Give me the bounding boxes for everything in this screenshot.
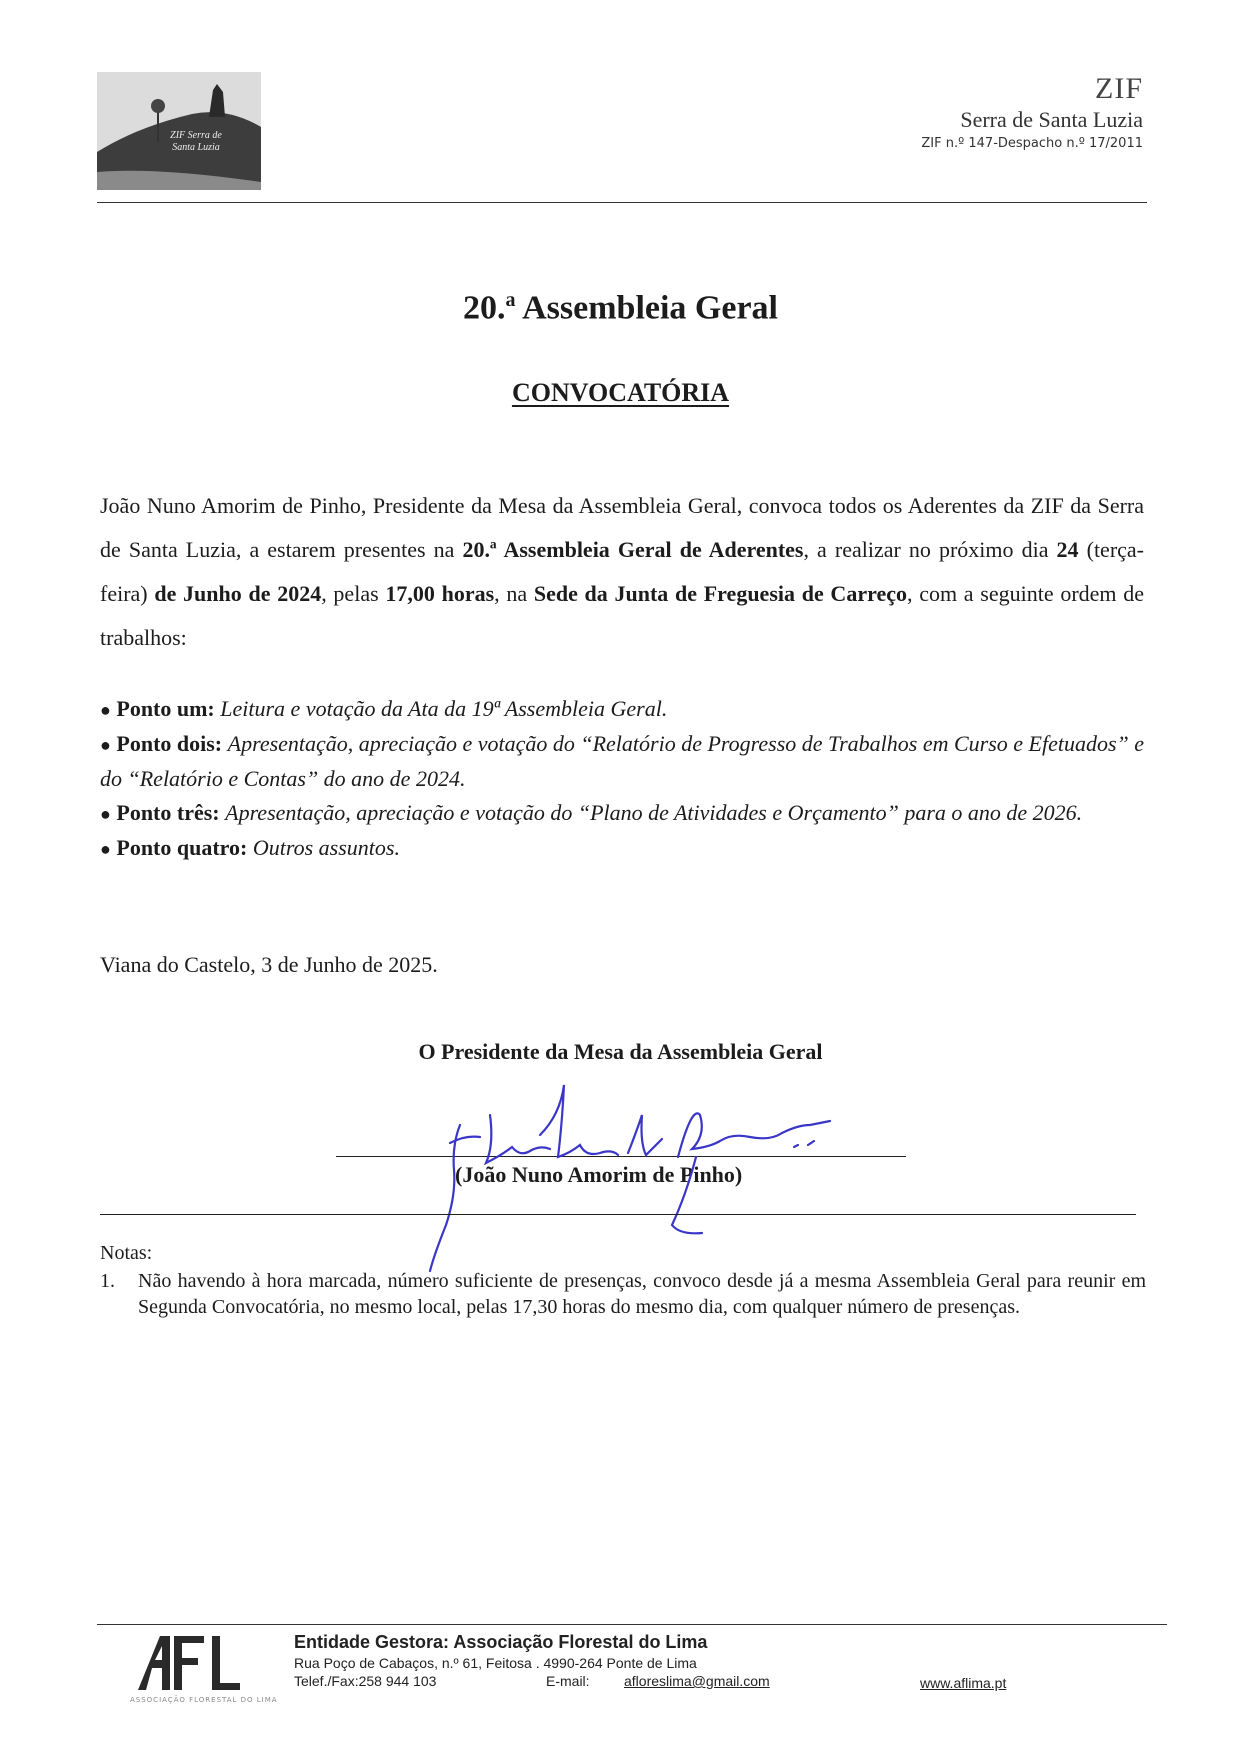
footer-contacts bbox=[294, 1672, 1054, 1690]
document-title: 20.$^a$ Assembleia Geral bbox=[462, 289, 779, 327]
notes-heading: Notas: bbox=[100, 1242, 153, 1264]
note-number: 1. bbox=[100, 1270, 115, 1292]
notes-divider bbox=[100, 1214, 1136, 1215]
document-subtitle: CONVOCATÓRIA bbox=[511, 378, 730, 407]
email-label: E-mail: bbox=[546, 1673, 590, 1689]
org-subtitle: Serra de Santa Luzia bbox=[960, 107, 1143, 132]
managing-entity: Entidade Gestora: Associação Florestal do Lima bbox=[294, 1632, 708, 1652]
bullet-icon: ● bbox=[100, 735, 111, 755]
website-link[interactable]: www.aflima.pt bbox=[920, 1675, 1007, 1691]
signatory-name: (João Nuno Amorim de Pinho) bbox=[455, 1162, 743, 1187]
bullet-icon: ● bbox=[100, 700, 111, 720]
footer-info bbox=[294, 1630, 1054, 1690]
email-link[interactable]: afloreslima@gmail.com bbox=[624, 1673, 770, 1689]
bullet-icon: ● bbox=[100, 839, 111, 859]
agenda-item: ● Ponto três: Apresentação, apreciação e votação do “Plano de Atividades e Orçamento” para o ano de 2026. bbox=[100, 800, 1083, 825]
footer-divider bbox=[97, 1624, 1167, 1625]
org-title: ZIF bbox=[1095, 72, 1143, 105]
header-divider bbox=[97, 202, 1147, 203]
note-text: Não havendo à hora marcada, número suficiente de presenças, convoco desde já a mesma Assembleia Geral para reunir em Segunda Convocatória, no mesmo local, pelas 17,30 horas do mesmo dia, com qualquer número de presenças. bbox=[138, 1270, 1146, 1318]
afl-logo bbox=[130, 1628, 278, 1704]
afl-logo-caption: ASSOCIAÇÃO FLORESTAL DO LIMA bbox=[130, 1696, 278, 1704]
footer-phone-fax: Telef./Fax:258 944 103 bbox=[294, 1673, 437, 1689]
logo-caption: ZIF Serra de Santa Luzia bbox=[170, 130, 222, 153]
header-block bbox=[921, 72, 1143, 154]
handwritten-signature bbox=[390, 1075, 910, 1275]
org-reference: ZIF n.º 147-Despacho n.º 17/2011 bbox=[921, 136, 1143, 151]
agenda-list bbox=[100, 692, 1144, 866]
note-item bbox=[100, 1268, 1146, 1320]
agenda-item: ● Ponto quatro: Outros assuntos. bbox=[100, 835, 400, 860]
bullet-icon: ● bbox=[100, 804, 111, 824]
footer-address: Rua Poço de Cabaços, n.º 61, Feitosa . 4990-264 Ponte de Lima bbox=[294, 1655, 697, 1671]
zif-logo bbox=[97, 72, 261, 190]
agenda-item: ● Ponto um: Leitura e votação da Ata da 19ª Assembleia Geral. bbox=[100, 696, 668, 721]
agenda-item: ● Ponto dois: Apresentação, apreciação e votação do “Relatório de Progresso de Trabalhos em Curso e Efetuados” e do “Relatório e Contas” do ano de 2024. bbox=[100, 731, 1145, 791]
signatory-title: O Presidente da Mesa da Assembleia Geral bbox=[418, 1039, 823, 1064]
place-and-date: Viana do Castelo, 3 de Junho de 2025. bbox=[100, 952, 438, 977]
intro-paragraph: João Nuno Amorim de Pinho, Presidente da Mesa da Assembleia Geral, convoca todos os Aderentes da ZIF da Serra de Santa Luzia, a estarem presentes na 20.ª Assembleia Geral de Aderentes, a realizar no próximo dia 24 (terça-feira) de Junho de 2024, pelas 17,00 horas, na Sede da Junta de Freguesia de Carreço, com a seguinte ordem de trabalhos: bbox=[100, 493, 1145, 650]
